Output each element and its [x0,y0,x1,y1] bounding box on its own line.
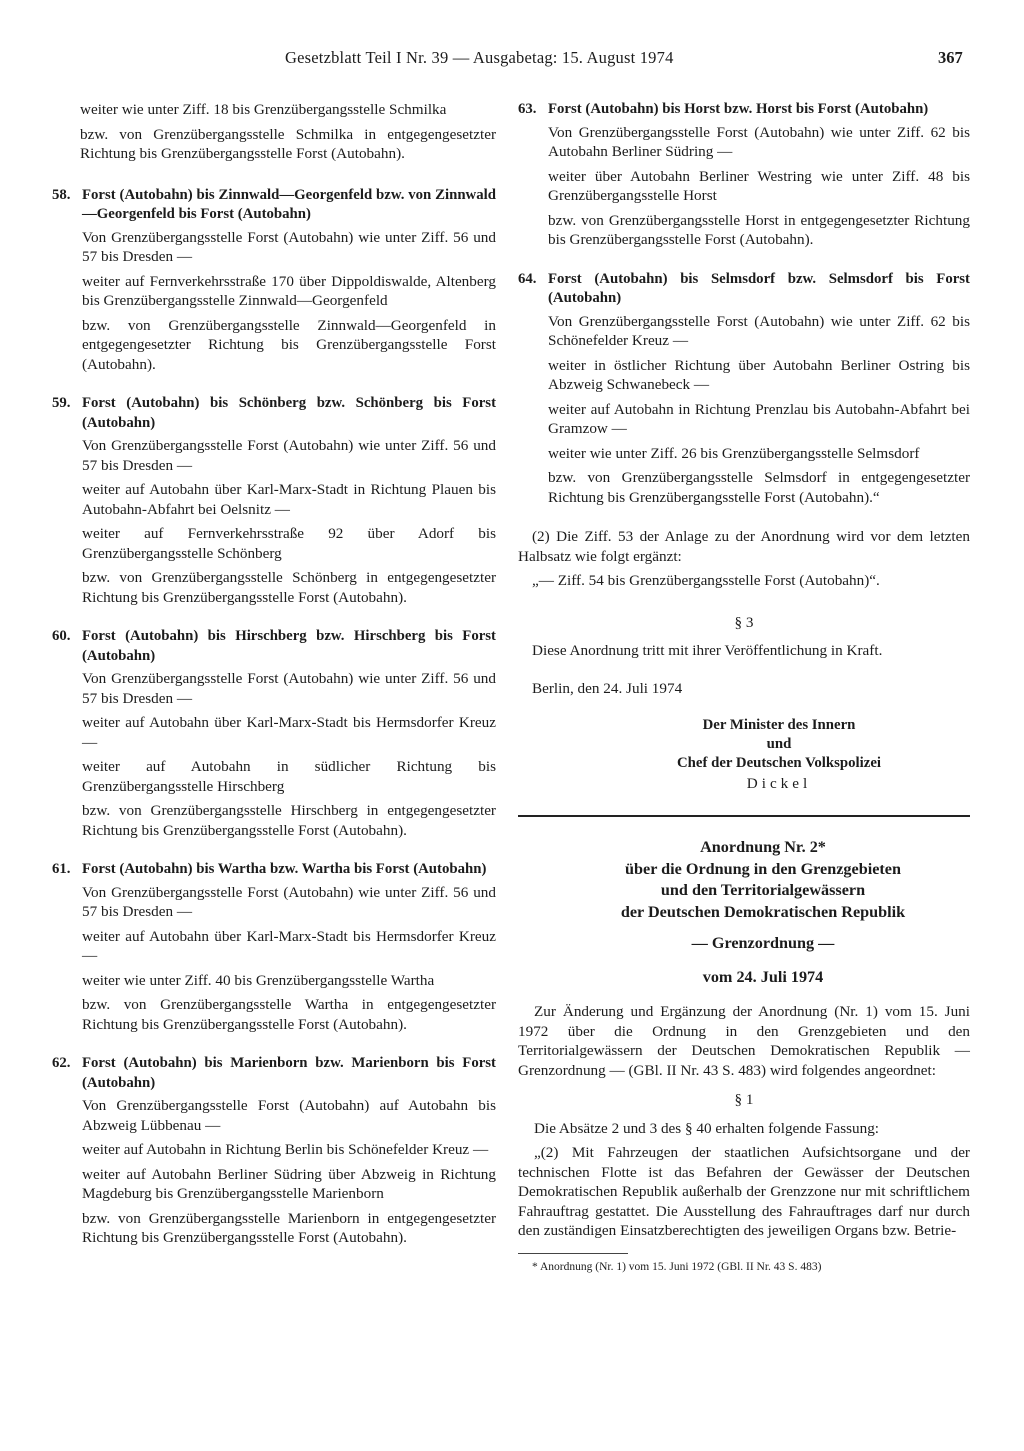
page-header [0,48,1024,72]
place-date: Berlin, den 24. Juli 1974 [532,679,683,697]
item-title: Forst (Autobahn) bis Wartha bzw. Wartha bis Forst (Autobahn) [82,861,487,877]
route-item-64 [518,270,970,508]
item-number: 59. [52,395,71,411]
item-line: bzw. von Grenzübergangsstelle Zinnwald—Georgenfeld in entgegengesetzter Richtung bis Grenzübergangsstelle Forst (Autobahn). [82,316,496,373]
route-item-63 [518,100,970,250]
item-line: weiter auf Fernverkehrsstraße 92 über Adorf bis Grenzübergangsstelle Schönberg [82,525,496,562]
left-column [52,100,496,1268]
signature-title: Der Minister des Innern [702,717,856,733]
route-item-58 [52,186,496,375]
right-column [518,100,970,1274]
intro-line: weiter wie unter Ziff. 18 bis Grenzübergangsstelle Schmilka [80,101,447,118]
route-item-59 [52,394,496,607]
item-title: Forst (Autobahn) bis Hirschberg bzw. Hirschberg bis Forst (Autobahn) [82,628,496,664]
item-line: bzw. von Grenzübergangsstelle Marienborn in entgegengesetzter Richtung bis Grenzübergangsstelle Forst (Autobahn). [82,1209,496,1246]
footnote-divider [518,1253,628,1254]
item-line: weiter über Autobahn Berliner Westring wie unter Ziff. 48 bis Grenzübergangsstelle Horst [548,167,970,204]
section-3-heading: § 3 [734,613,754,631]
decree-preamble: Zur Änderung und Ergänzung der Anordnung (Nr. 1) vom 15. Juni 1972 über die Ordnung in den Grenzgebieten und den Territorialgewässern der Deutschen Demokratischen Republik — Grenzordnung — (GBl. II Nr. 43 S. 483) wird folgendes angeordnet: [518,1003,970,1079]
item-line: Von Grenzübergangsstelle Forst (Autobahn) wie unter Ziff. 62 bis Schönefelder Kreuz — [548,312,970,349]
intro-line: bzw. von Grenzübergangsstelle Schmilka in entgegengesetzter Richtung bis Grenzübergangsstelle Forst (Autobahn). [80,125,496,162]
item-line: weiter auf Autobahn in Richtung Prenzlau bis Autobahn-Abfahrt bei Gramzow — [548,400,970,437]
item-number: 61. [52,861,71,877]
item-title: Forst (Autobahn) bis Zinnwald—Georgenfeld bzw. von Zinnwald—Georgenfeld bis Forst (Autobahn) [82,186,496,222]
decree-title: der Deutschen Demokratischen Republik [620,902,906,921]
item-line: Von Grenzübergangsstelle Forst (Autobahn) wie unter Ziff. 62 bis Autobahn Berliner Südring — [548,123,970,160]
paragraph-2: (2) Die Ziff. 53 der Anlage zu der Anordnung wird vor dem letzten Halbsatz wie folgt ergänzt: [518,528,970,565]
item-line: Von Grenzübergangsstelle Forst (Autobahn) wie unter Ziff. 56 und 57 bis Dresden — [82,670,496,707]
item-line: weiter wie unter Ziff. 26 bis Grenzübergangsstelle Selmsdorf [548,444,920,462]
section-3-text: Diese Anordnung tritt mit ihrer Veröffentlichung in Kraft. [532,642,883,659]
item-line: weiter auf Autobahn über Karl-Marx-Stadt in Richtung Plauen bis Autobahn-Abfahrt bei Oelsnitz — [82,481,496,518]
item-line: weiter auf Autobahn über Karl-Marx-Stadt bis Hermsdorfer Kreuz — [82,714,496,751]
item-line: Von Grenzübergangsstelle Forst (Autobahn) wie unter Ziff. 56 und 57 bis Dresden — [82,437,496,474]
route-item-61 [52,860,496,1034]
page-number: 367 [938,48,963,67]
item-line: weiter auf Autobahn in Richtung Berlin bis Schönefelder Kreuz — [82,1141,489,1158]
item-number: 63. [518,101,537,117]
item-number: 58. [52,186,71,203]
signatory-name: Dickel [746,775,812,792]
item-line: weiter wie unter Ziff. 40 bis Grenzübergangsstelle Wartha [82,971,435,989]
item-line: bzw. von Grenzübergangsstelle Wartha in entgegengesetzter Richtung bis Grenzübergangsstelle Forst (Autobahn). [82,996,496,1033]
decree-title: über die Ordnung in den Grenzgebieten [625,859,901,878]
signature-title: Chef der Deutschen Volkspolizei [676,755,882,771]
item-number: 62. [52,1055,71,1071]
decree-date: vom 24. Juli 1974 [702,967,824,986]
decree-subtitle: — Grenzordnung — [691,934,835,952]
route-item-60 [52,627,496,840]
item-title: Forst (Autobahn) bis Schönberg bzw. Schönberg bis Forst (Autobahn) [82,395,496,431]
item-line: Von Grenzübergangsstelle Forst (Autobahn) wie unter Ziff. 56 und 57 bis Dresden — [82,228,496,265]
item-line: bzw. von Grenzübergangsstelle Selmsdorf in entgegengesetzter Richtung bis Grenzübergangsstelle Forst (Autobahn).“ [548,469,970,506]
item-line: weiter auf Autobahn Berliner Südring über Abzweig in Richtung Magdeburg bis Grenzübergangsstelle Marienborn [82,1165,496,1202]
signature-block [518,716,970,793]
signature-title: und [766,736,792,752]
item-line: Von Grenzübergangsstelle Forst (Autobahn) wie unter Ziff. 56 und 57 bis Dresden — [82,883,496,920]
item-line: weiter auf Autobahn in südlicher Richtung bis Grenzübergangsstelle Hirschberg [82,758,496,795]
section-1-heading: § 1 [734,1091,754,1108]
item-line: weiter auf Autobahn über Karl-Marx-Stadt bis Hermsdorfer Kreuz — [82,927,496,964]
item-line: weiter auf Fernverkehrsstraße 170 über Dippoldiswalde, Altenberg bis Grenzübergangsstelle Zinnwald—Georgenfeld [82,272,496,309]
footnote: * Anordnung (Nr. 1) vom 15. Juni 1972 (GBl. II Nr. 43 S. 483) [532,1260,822,1273]
item-line: bzw. von Grenzübergangsstelle Hirschberg in entgegengesetzter Richtung bis Grenzübergangsstelle Forst (Autobahn). [82,802,496,839]
item-line: bzw. von Grenzübergangsstelle Horst in entgegengesetzter Richtung bis Grenzübergangsstelle Forst (Autobahn). [548,211,970,248]
section-1-text: „(2) Mit Fahrzeugen der staatlichen Aufsichtsorgane und der technischen Flotte ist das Befahren der Gewässer der Deutschen Demokratischen Republik außerhalb der Grenzzone nur mit schriftlichem Fahrauftrag gestattet. Die Ausstellung des Fahrauftrages darf nur durch den zuständigen Einsatzberechtigten des jeweiligen Organs bzw. Betrie- [518,1144,970,1239]
route-item-62 [52,1054,496,1248]
item-title: Forst (Autobahn) bis Marienborn bzw. Marienborn bis Forst (Autobahn) [82,1055,496,1091]
decree-heading [518,837,970,988]
intro-block [52,100,496,164]
decree-title: Anordnung Nr. 2* [700,838,826,856]
item-line: weiter in östlicher Richtung über Autobahn Berliner Ostring bis Abzweig Schwanebeck — [548,356,970,393]
paragraph-2-quote: „— Ziff. 54 bis Grenzübergangsstelle Forst (Autobahn)“. [532,572,880,589]
section-1-intro: Die Absätze 2 und 3 des § 40 erhalten folgende Fassung: [534,1119,880,1137]
item-line: bzw. von Grenzübergangsstelle Schönberg in entgegengesetzter Richtung bis Grenzübergangsstelle Forst (Autobahn). [82,569,496,606]
item-number: 60. [52,628,71,644]
item-title: Forst (Autobahn) bis Horst bzw. Horst bis Forst (Autobahn) [548,101,929,117]
decree-title: und den Territorialgewässern [660,881,866,899]
item-line: Von Grenzübergangsstelle Forst (Autobahn) auf Autobahn bis Abzweig Lübbenau — [82,1097,496,1134]
running-title: Gesetzblatt Teil I Nr. 39 — Ausgabetag: 15. August 1974 [285,48,674,67]
section-divider [518,815,970,817]
item-title: Forst (Autobahn) bis Selmsdorf bzw. Selmsdorf bis Forst (Autobahn) [548,270,970,306]
item-number: 64. [518,270,537,287]
